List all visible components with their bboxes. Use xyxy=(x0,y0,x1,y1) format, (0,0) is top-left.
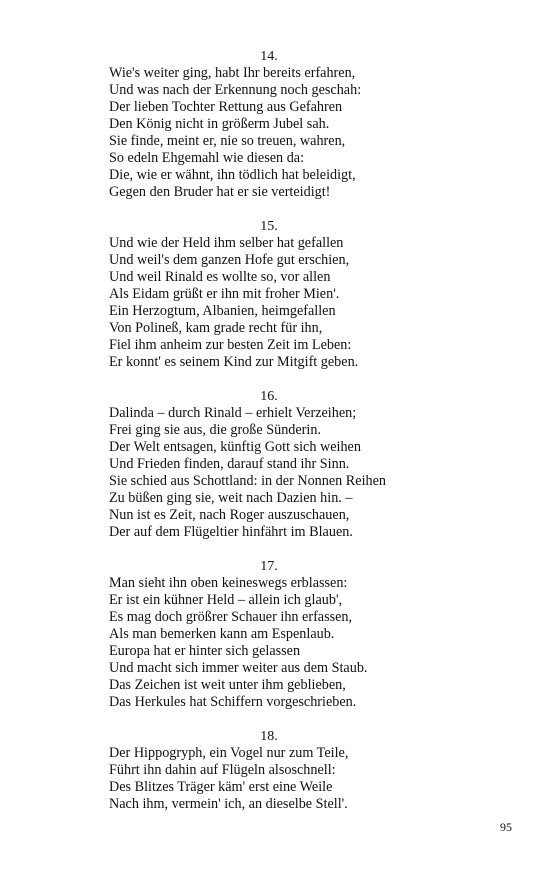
stanza-16 xyxy=(109,388,429,541)
verse-line: Und weil Rinald es wollte so, vor allen xyxy=(109,269,331,285)
verse-line: Fiel ihm anheim zur besten Zeit im Leben: xyxy=(109,337,352,353)
verse-line: Führt ihn dahin auf Flügeln alsoschnell: xyxy=(109,762,336,778)
verse-line: Der Hippogryph, ein Vogel nur zum Teile, xyxy=(109,745,349,761)
verse-line: Der Welt entsagen, künftig Gott sich weihen xyxy=(109,439,361,455)
verse-line: Er konnt' es seinem Kind zur Mitgift geben. xyxy=(109,354,359,370)
verse-line: Und was nach der Erkennung noch geschah: xyxy=(109,82,362,98)
stanza-number: 18. xyxy=(260,729,278,744)
verse-line: Nun ist es Zeit, nach Roger auszuschauen, xyxy=(109,507,350,523)
verse-line: Als man bemerken kann am Espenlaub. xyxy=(109,626,335,642)
verse-line: Von Polineß, kam grade recht für ihn, xyxy=(109,320,323,336)
stanza-number: 15. xyxy=(260,219,278,234)
verse-line: So edeln Ehgemahl wie diesen da: xyxy=(109,150,305,166)
poem-page xyxy=(109,48,429,830)
verse-line: Und macht sich immer weiter aus dem Staub. xyxy=(109,660,368,676)
verse-line: Europa hat er hinter sich gelassen xyxy=(109,643,301,659)
verse-line: Und wie der Held ihm selber hat gefallen xyxy=(109,235,344,251)
verse-line: Den König nicht in größerm Jubel sah. xyxy=(109,116,330,132)
verse-line: Der auf dem Flügeltier hinfährt im Blauen. xyxy=(109,524,353,540)
stanza-18 xyxy=(109,728,429,813)
verse-line: Zu büßen ging sie, weit nach Dazien hin. – xyxy=(109,490,353,506)
verse-line: Sie finde, meint er, nie so treuen, wahren, xyxy=(109,133,346,149)
verse-line: Wie's weiter ging, habt Ihr bereits erfahren, xyxy=(109,65,356,81)
stanza-number: 14. xyxy=(260,49,278,64)
stanza-15 xyxy=(109,218,429,371)
verse-line: Sie schied aus Schottland: in der Nonnen Reihen xyxy=(109,473,386,489)
verse-line: Dalinda – durch Rinald – erhielt Verzeihen; xyxy=(109,405,357,421)
verse-line: Gegen den Bruder hat er sie verteidigt! xyxy=(109,184,331,200)
verse-line: Man sieht ihn oben keineswegs erblassen: xyxy=(109,575,348,591)
verse-line: Es mag doch größrer Schauer ihn erfassen, xyxy=(109,609,353,625)
verse-line: Des Blitzes Träger käm' erst eine Weile xyxy=(109,779,333,795)
verse-line: Der lieben Tochter Rettung aus Gefahren xyxy=(109,99,343,115)
stanza-number: 17. xyxy=(260,559,278,574)
verse-line: Die, wie er wähnt, ihn tödlich hat beleidigt, xyxy=(109,167,356,183)
verse-line: Nach ihm, vermein' ich, an dieselbe Stell'. xyxy=(109,796,348,812)
verse-line: Ein Herzogtum, Albanien, heimgefallen xyxy=(109,303,336,319)
verse-line: Und Frieden finden, darauf stand ihr Sinn. xyxy=(109,456,350,472)
page-number: 95 xyxy=(500,820,512,834)
verse-line: Und weil's dem ganzen Hofe gut erschien, xyxy=(109,252,350,268)
stanza-17 xyxy=(109,558,429,711)
verse-line: Das Herkules hat Schiffern vorgeschrieben. xyxy=(109,694,357,710)
verse-line: Er ist ein kühner Held – allein ich glaub', xyxy=(109,592,343,608)
verse-line: Als Eidam grüßt er ihn mit froher Mien'. xyxy=(109,286,340,302)
stanza-14 xyxy=(109,48,429,201)
verse-line: Das Zeichen ist weit unter ihm geblieben, xyxy=(109,677,346,693)
stanza-number: 16. xyxy=(260,389,278,404)
verse-line: Frei ging sie aus, die große Sünderin. xyxy=(109,422,321,438)
